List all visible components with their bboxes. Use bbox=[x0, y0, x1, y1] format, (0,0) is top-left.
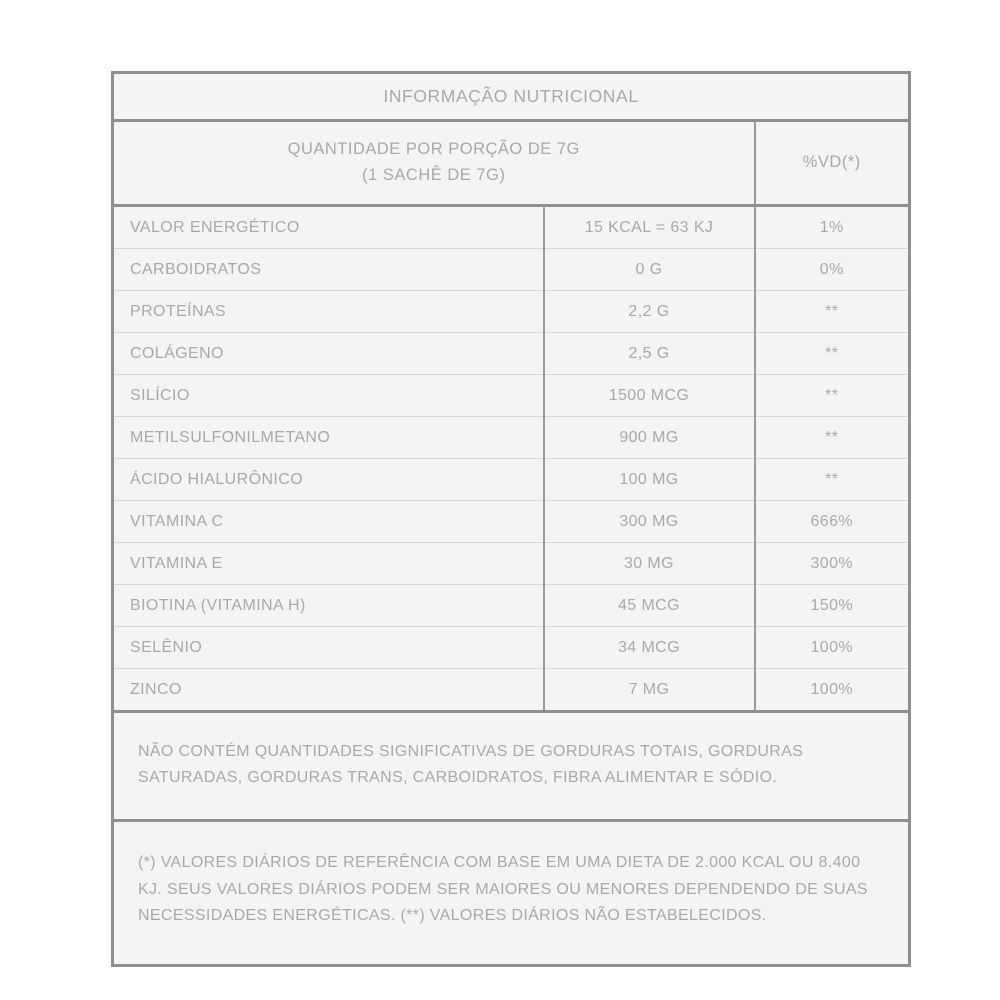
nutrient-name: ÁCIDO HIALURÔNICO bbox=[113, 459, 544, 501]
nutrient-amount: 1500 MCG bbox=[544, 375, 755, 417]
nutrient-daily-value: ** bbox=[755, 417, 910, 459]
nutrient-amount: 0 G bbox=[544, 249, 755, 291]
nutrient-name: VITAMINA E bbox=[113, 543, 544, 585]
table-row bbox=[113, 291, 910, 333]
table-row bbox=[113, 459, 910, 501]
nutrient-amount: 2,2 G bbox=[544, 291, 755, 333]
table-row bbox=[113, 585, 910, 627]
nutrient-amount: 900 MG bbox=[544, 417, 755, 459]
table-row bbox=[113, 543, 910, 585]
nutrient-daily-value: 0% bbox=[755, 249, 910, 291]
vd-header-cell: %VD(*) bbox=[755, 121, 910, 206]
nutrient-daily-value: 100% bbox=[755, 627, 910, 669]
table-row bbox=[113, 501, 910, 543]
table-title-row bbox=[113, 73, 910, 121]
note-insignificant-amounts: NÃO CONTÉM QUANTIDADES SIGNIFICATIVAS DE GORDURAS TOTAIS, GORDURAS SATURADAS, GORDURAS TRANS, CARBOIDRATOS, FIBRA ALIMENTAR E SÓDIO. bbox=[113, 712, 910, 821]
table-row bbox=[113, 333, 910, 375]
nutrient-name: CARBOIDRATOS bbox=[113, 249, 544, 291]
table-row bbox=[113, 627, 910, 669]
nutrient-daily-value: 300% bbox=[755, 543, 910, 585]
nutrient-name: COLÁGENO bbox=[113, 333, 544, 375]
nutrient-daily-value: 100% bbox=[755, 669, 910, 712]
table-row bbox=[113, 249, 910, 291]
nutrient-amount: 34 MCG bbox=[544, 627, 755, 669]
note-row-insignificant-amounts bbox=[113, 712, 910, 821]
portion-header-line2: (1 SACHÊ DE 7G) bbox=[362, 166, 506, 184]
note-daily-values: (*) VALORES DIÁRIOS DE REFERÊNCIA COM BASE EM UMA DIETA DE 2.000 KCAL OU 8.400 KJ. SEUS VALORES DIÁRIOS PODEM SER MAIORES OU MENORES DEPENDENDO DE SUAS NECESSIDADES ENERGÉTICAS. (**) VALORES DIÁRIOS NÃO ESTABELECIDOS. bbox=[113, 821, 910, 966]
nutrient-daily-value: ** bbox=[755, 333, 910, 375]
nutrient-daily-value: ** bbox=[755, 459, 910, 501]
table-title: INFORMAÇÃO NUTRICIONAL bbox=[113, 73, 910, 121]
nutrient-name: VITAMINA C bbox=[113, 501, 544, 543]
table-row bbox=[113, 669, 910, 712]
table-header-row bbox=[113, 121, 910, 206]
portion-header-cell bbox=[113, 121, 755, 206]
nutrient-daily-value: ** bbox=[755, 291, 910, 333]
nutrient-name: VALOR ENERGÉTICO bbox=[113, 206, 544, 249]
table-row bbox=[113, 375, 910, 417]
nutrient-name: METILSULFONILMETANO bbox=[113, 417, 544, 459]
nutrient-amount: 100 MG bbox=[544, 459, 755, 501]
portion-header-line1: QUANTIDADE POR PORÇÃO DE 7G bbox=[287, 140, 580, 159]
nutrition-facts-table bbox=[111, 71, 911, 967]
nutrient-amount: 30 MG bbox=[544, 543, 755, 585]
table-row bbox=[113, 417, 910, 459]
nutrient-daily-value: 1% bbox=[755, 206, 910, 249]
note-row-daily-values bbox=[113, 821, 910, 966]
nutrient-amount: 7 MG bbox=[544, 669, 755, 712]
nutrition-table-body bbox=[113, 73, 910, 966]
nutrient-amount: 300 MG bbox=[544, 501, 755, 543]
nutrient-name: SELÊNIO bbox=[113, 627, 544, 669]
nutrient-name: PROTEÍNAS bbox=[113, 291, 544, 333]
nutrient-name: BIOTINA (VITAMINA H) bbox=[113, 585, 544, 627]
nutrient-amount: 15 KCAL = 63 KJ bbox=[544, 206, 755, 249]
nutrient-daily-value: 666% bbox=[755, 501, 910, 543]
nutrient-name: SILÍCIO bbox=[113, 375, 544, 417]
nutrient-daily-value: ** bbox=[755, 375, 910, 417]
nutrient-name: ZINCO bbox=[113, 669, 544, 712]
nutrient-daily-value: 150% bbox=[755, 585, 910, 627]
table-row bbox=[113, 206, 910, 249]
nutrient-amount: 45 MCG bbox=[544, 585, 755, 627]
nutrient-amount: 2,5 G bbox=[544, 333, 755, 375]
